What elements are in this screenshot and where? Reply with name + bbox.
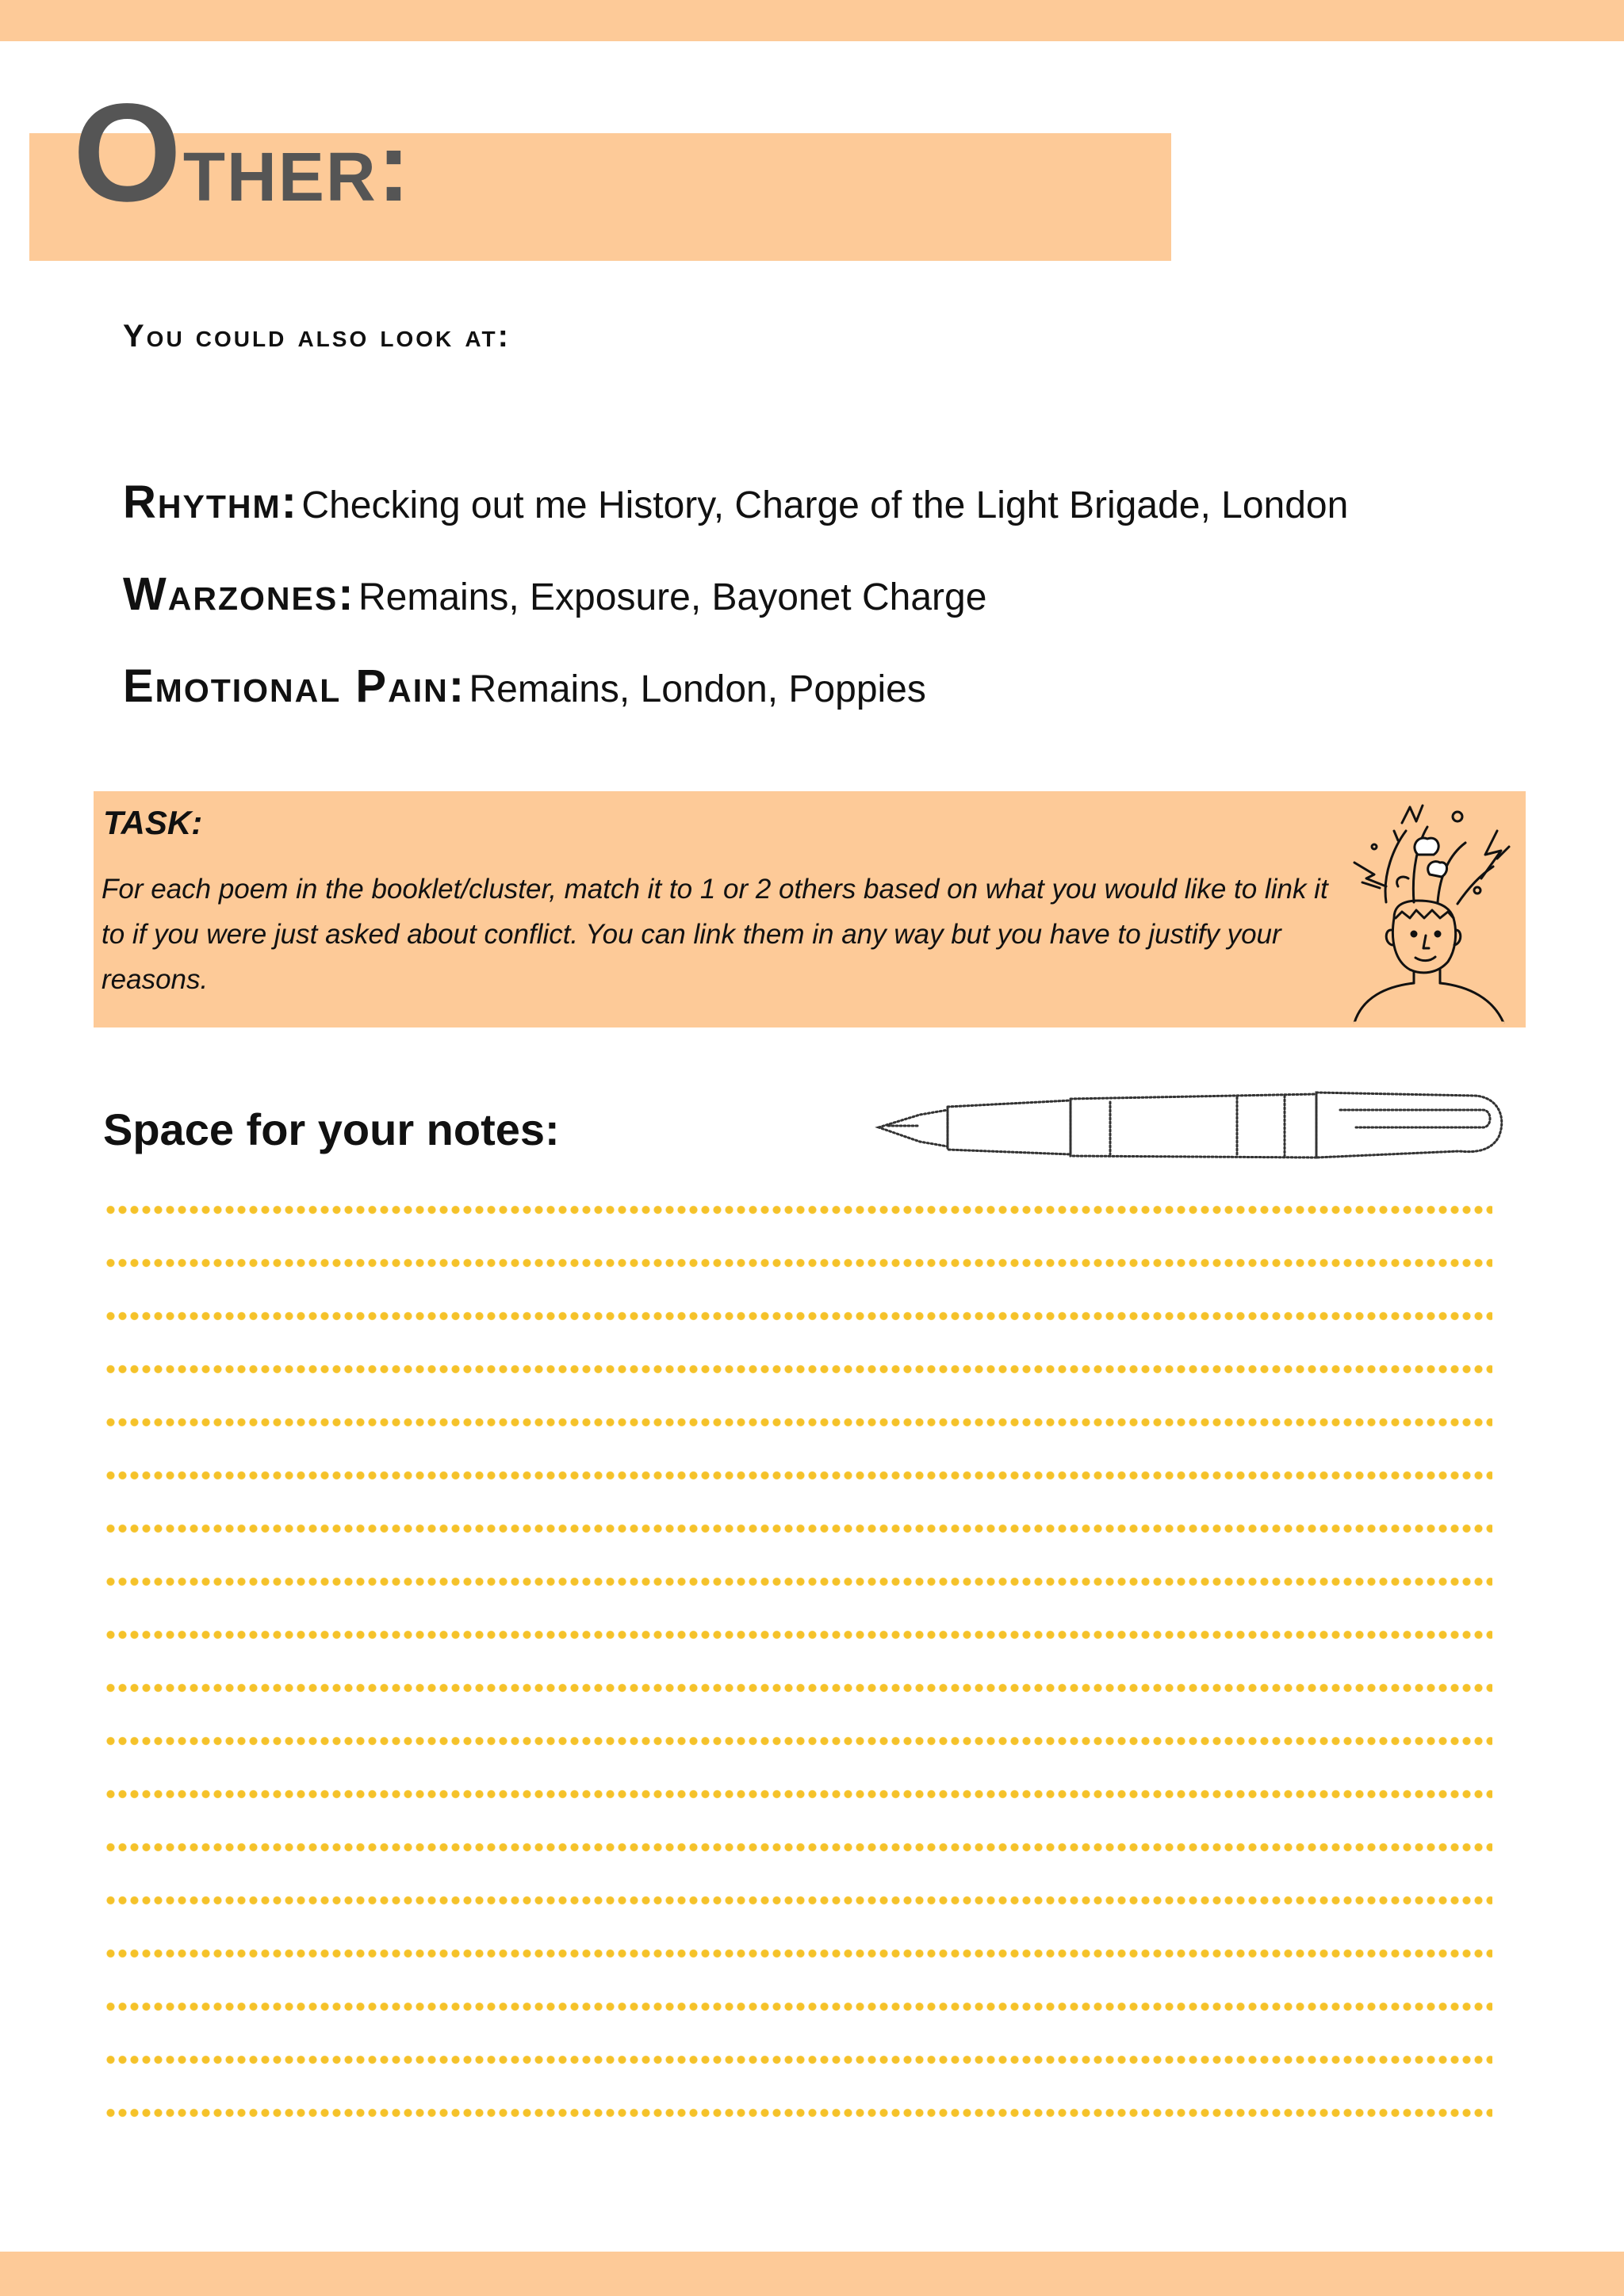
note-line[interactable] [105, 1311, 1492, 1321]
note-line[interactable] [105, 1577, 1492, 1586]
note-line[interactable] [105, 2108, 1492, 2118]
note-line[interactable] [105, 1843, 1492, 1852]
note-line[interactable] [105, 1683, 1492, 1693]
theme-poems: Remains, London, Poppies [469, 668, 926, 710]
note-line[interactable] [105, 1418, 1492, 1427]
note-line[interactable] [105, 2055, 1492, 2064]
theme-poems: Checking out me History, Charge of the Light Brigade, London [301, 484, 1349, 526]
theme-label: Rhythm: [123, 476, 298, 528]
note-line[interactable] [105, 1896, 1492, 1905]
exploding-head-icon [1339, 799, 1521, 1024]
task-title: TASK: [103, 804, 203, 841]
theme-rhythm [123, 476, 1348, 529]
notes-lines [105, 1205, 1492, 2133]
fountain-pen-icon [872, 1078, 1522, 1165]
note-line[interactable] [105, 1471, 1492, 1480]
look-at-heading: You could also look at: [123, 319, 511, 354]
note-line[interactable] [105, 2002, 1492, 2011]
note-line[interactable] [105, 1949, 1492, 1958]
note-line[interactable] [105, 1258, 1492, 1268]
theme-label: Emotional Pain: [123, 660, 466, 712]
theme-warzones [123, 568, 986, 621]
top-accent-band [0, 0, 1624, 41]
theme-label: Warzones: [123, 568, 355, 620]
note-line[interactable] [105, 1364, 1492, 1374]
theme-emotional-pain [123, 660, 926, 713]
note-line[interactable] [105, 1736, 1492, 1746]
note-line[interactable] [105, 1789, 1492, 1799]
notes-heading: Space for your notes: [103, 1104, 560, 1154]
note-line[interactable] [105, 1524, 1492, 1533]
bottom-accent-band [0, 2252, 1624, 2296]
task-box [94, 791, 1526, 1027]
task-instructions: For each poem in the booklet/cluster, match it to 1 or 2 others based on what you would like to link it to if you were just asked about conflict. You can link them in any way but you have to justify your reasons. [102, 874, 1328, 995]
note-line[interactable] [105, 1205, 1492, 1215]
theme-poems: Remains, Exposure, Bayonet Charge [358, 576, 987, 618]
note-line[interactable] [105, 1630, 1492, 1640]
page-title: Other: [73, 75, 412, 231]
